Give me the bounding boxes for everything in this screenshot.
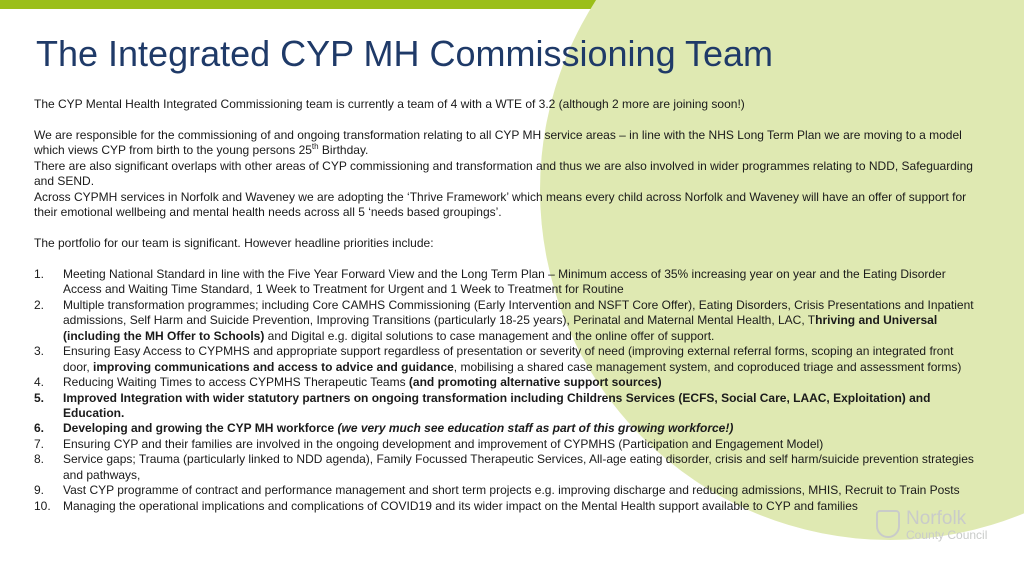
intro-paragraph: The CYP Mental Health Integrated Commissioning team is currently a team of 4 with a WTE of 3.2 (although 2 more are joining soon!) — [34, 97, 745, 111]
overlaps-paragraph: There are also significant overlaps with other areas of CYP commissioning and transformation and thus we are also involved in wider programmes relating to NDD, Safeguarding and SEND. — [34, 158, 973, 189]
thrive-paragraph: Across CYPMH services in Norfolk and Waveney we are adopting the ‘Thrive Framework’ which means every child across Norfolk and Waveney will have an offer of support for their emotional wellbeing and mental health needs across all 5 ‘needs based groupings’. — [34, 189, 967, 220]
list-item: 4. Reducing Waiting Times to access CYPMHS Therapeutic Teams (and promoting alternative support sources) — [34, 375, 662, 390]
list-item: 6. Developing and growing the CYP MH workforce (we very much see education staff as part of this growing workforce!) — [34, 421, 734, 436]
priorities-list — [34, 267, 974, 514]
list-item: 2. Multiple transformation programmes; including Core CAMHS Commissioning (Early Intervention and NSFT Core Offer), Eating Disorders, Crisis Presentations and Inpatient admissions, Self Harm and Suicide Prevention, Improving Transitions (particularly 18-25 years), Perinatal and Maternal Mental Health, LAC, Thriving and Universal (including the MH Offer to Schools) and Digital e.g. digital solutions to case management and the online offer of support. — [34, 297, 974, 343]
list-item: 8. Service gaps; Trauma (particularly linked to NDD agenda), Family Focussed Therapeutic Services, All-age eating disorder, crisis and self harm/suicide prevention strategies and pathways, — [34, 452, 974, 482]
list-item: 10. Managing the operational implications and complications of COVID19 and its wider impact on the Mental Health support available to CYP and families — [34, 498, 858, 513]
body-text — [34, 97, 974, 514]
list-item: 7. Ensuring CYP and their families are involved in the ongoing development and improvement of CYPMHS (Participation and Engagement Model) — [34, 436, 824, 451]
list-item: 5. Improved Integration with wider statutory partners on ongoing transformation including Childrens Services (ECFS, Social Care, LAAC, Exploitation) and Education. — [34, 390, 931, 421]
crest-icon — [876, 510, 900, 538]
list-item: 9. Vast CYP programme of contract and performance management and short term projects e.g. improving discharge and reducing admissions, MHIS, Recruit to Train Posts — [34, 483, 960, 498]
norfolk-county-council-logo: Norfolk County Council — [876, 508, 996, 548]
responsibility-paragraph: We are responsible for the commissioning of and ongoing transformation relating to all CYP MH service areas – in line with the NHS Long Term Plan we are moving to a model which views CYP from birth to the young persons 25th Birthday. — [34, 127, 962, 158]
page-title: The Integrated CYP MH Commissioning Team — [36, 33, 773, 74]
list-item: 1. Meeting National Standard in line with the Five Year Forward View and the Long Term Plan – Minimum access of 35% increasing year on year and the Eating Disorder Access and Waiting Time Standard, 1 Week to Treatment for Urgent and 1 Week to Treatment for Routine — [34, 266, 946, 297]
list-item: 3. Ensuring Easy Access to CYPMHS and appropriate support regardless of presentation or severity of need (improving external referral forms, scoping an integrated front door, improving communications and access to advice and guidance, mobilising a shared case management system, and coproduced triage and assessment forms) — [34, 344, 962, 374]
portfolio-paragraph: The portfolio for our team is significant. However headline priorities include: — [34, 236, 434, 251]
